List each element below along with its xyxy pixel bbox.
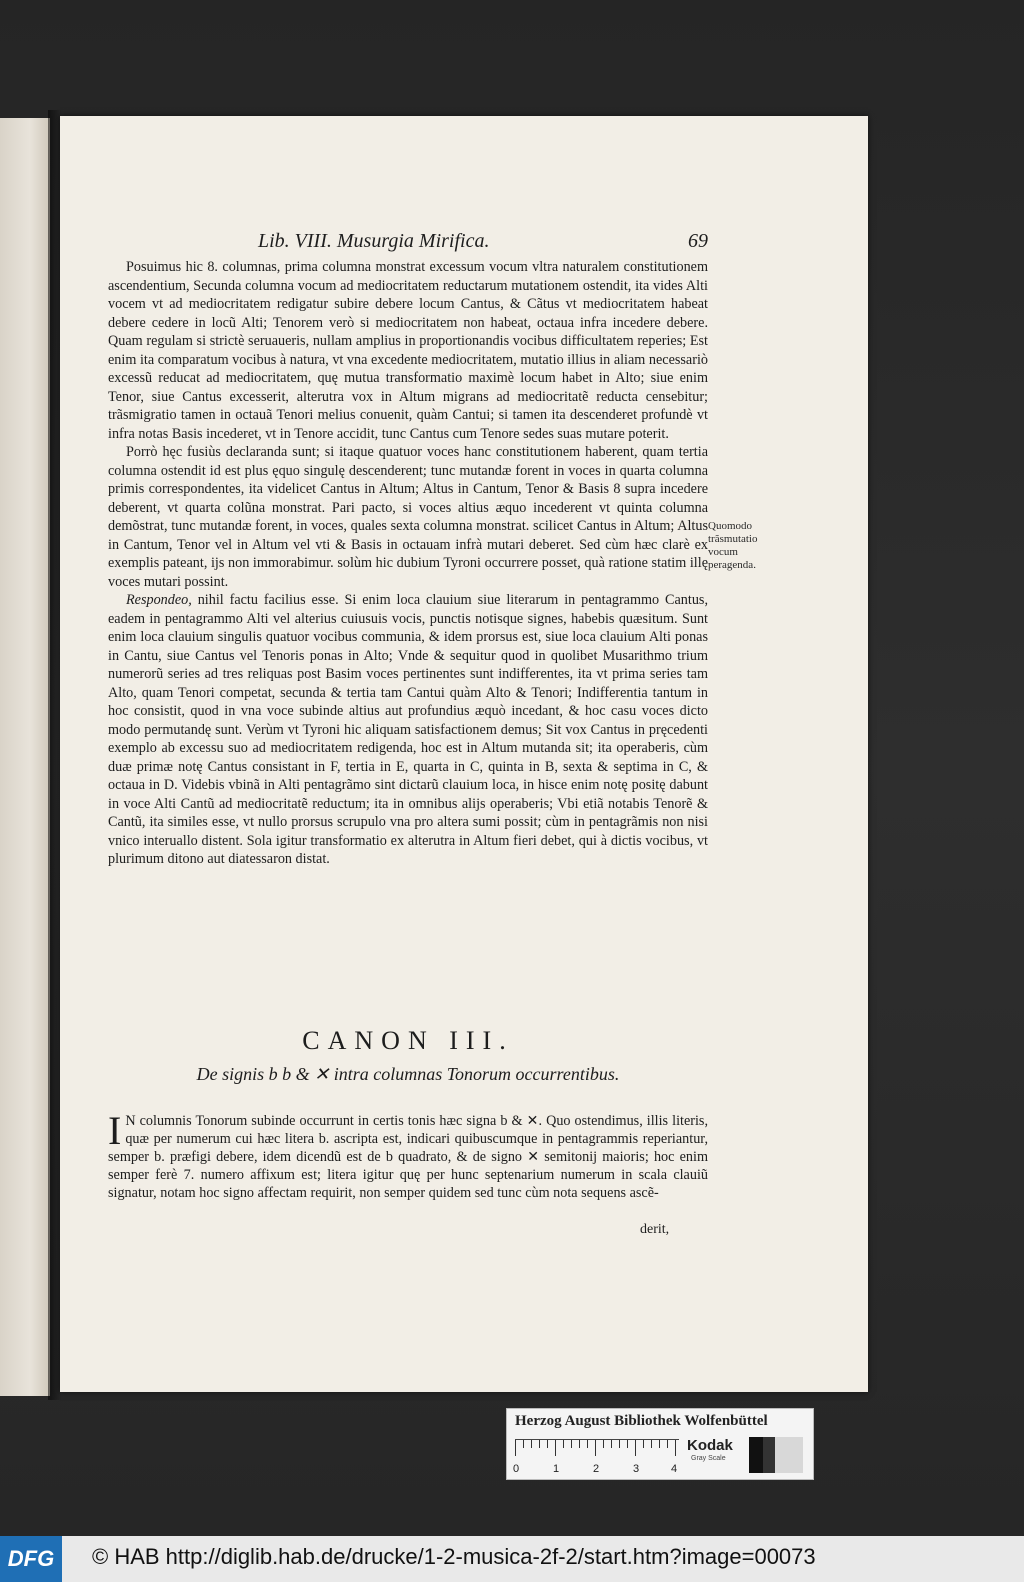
dark-gray-swatch bbox=[763, 1437, 775, 1473]
ruler-labels bbox=[511, 1463, 681, 1477]
canon-subtitle: De signis b b & ✕ intra columnas Tonorum occurrentibus. bbox=[196, 1064, 620, 1084]
paragraph-2: Porrò hęc fusiùs declaranda sunt; si itaque quatuor voces hanc constitutionem haberent, quam tertia columna ostendit id est plus ęquo singulę descenderent; tunc mutandæ forent in voces in quarta columna primis correspondentes, ita videlicet Cantus in Altum; Altus in Cantum, Tenor & Basis 8 supra incedere deberent, vt quarta colũna monstrat. Pari pacto, si voces altius æquo incederent vt quinta columna demõstrat, tunc mutandæ forent, in voces, quales sexta columna monstrat. scilicet Cantus in Altum; Altus in Cantum, Tenor vel in Altum vel vti & Basis in octauam infrà mutari deberet. Sed cùm hæc clarè ex exemplis pateant, ijs non immorabimur. solùm hic dubium Tyroni occurrere posset, quà ratione statim illę voces mutari possint. bbox=[108, 444, 708, 590]
main-text bbox=[108, 258, 708, 869]
ruler-label: 3 bbox=[633, 1463, 640, 1475]
catchword: derit, bbox=[640, 1222, 670, 1237]
gray-scale-label: Gray Scale bbox=[691, 1455, 726, 1462]
running-head-title: Lib. VIII. Musurgia Mirifica. bbox=[258, 230, 490, 252]
canon-heading: CANON III. bbox=[302, 1026, 514, 1055]
canon-paragraph: N columnis Tonorum subinde occurrunt in certis tonis hæc signa b & ✕. Quo ostendimus, illis literis, quæ per numerum cui hæc litera b. ascripta est, indicari quibuscumque in pentagrammis reperiantur, semper b. præfigi debere, idem dicendũ est de b quadrato, & de signo ✕ semitonij maioris; hoc enim semper ferè 7. numero affixum est; litera igitur quę per hunc septenarium numerum in scala clauiũ signatur, notam hoc signo affectam requirit, non semper quidem sed tunc cùm nota sequens ascẽ- bbox=[108, 1113, 708, 1201]
color-scale-card bbox=[506, 1408, 814, 1480]
canon-text bbox=[108, 1108, 708, 1202]
page-number: 69 bbox=[688, 230, 708, 252]
drop-capital: I bbox=[108, 1108, 122, 1153]
ruler-label: 4 bbox=[671, 1463, 678, 1475]
kodak-logo: Kodak bbox=[687, 1437, 733, 1454]
ruler-label: 1 bbox=[553, 1463, 560, 1475]
dfg-logo[interactable]: DFG bbox=[0, 1536, 62, 1582]
source-url[interactable]: © HAB http://diglib.hab.de/drucke/1-2-musica-2f-2/start.htm?image=00073 bbox=[92, 1544, 816, 1569]
light-gray-swatch bbox=[775, 1437, 803, 1473]
ruler bbox=[515, 1439, 679, 1462]
footer-bar bbox=[0, 1536, 1024, 1582]
library-name: Herzog August Bibliothek Wolfenbüttel bbox=[515, 1413, 768, 1429]
respondeo-lead: Respondeo, bbox=[126, 592, 192, 608]
left-page-edge bbox=[0, 118, 50, 1396]
running-head bbox=[258, 230, 708, 256]
black-swatch bbox=[749, 1437, 763, 1473]
paragraph-3: Respondeo, nihil factu facilius esse. Si enim loca clauium siue literarum in pentagrammo Cantus, eadem in pentagrammo Alti vel alterius cuiusuis vocis, punctis notisque signes, habebis quæsitum. Sunt enim loca clauium singulis quatuor vocibus communia, & idem prorsus est, siue loca clauium Alti ponas in Cantu, siue Cantus vel Tenoris ponas in Alto; Vnde & sequitur quod in quolibet Musarithmo trium numerorũ series ad tres reliquas post Basim voces pertinentes sunt indifferentes, ita vt prima series tam Alto, quam Tenori competat, secunda & tertia tam Cantui quàm Alto & Tenori; Indifferentia tantum in hoc consistit, quod in vna voce subinde altius aut profundius æquò incedant, & hoc casu voces dicto modo permutandę sunt. Verùm vt Tyroni hic aliquam satisfactionem demus; Sit vox Cantus in pręcedenti exemplo ab excessu suo ad mediocritatem redigenda, hoc est in Altum mutanda sit; ita operaberis, cùm duæ primæ notę Cantus consistant in F, tertia in E, quarta in C, quinta in B, sexta & septima in C, & octaua in D. Videbis vbinã in Alti pentagrãmo sint dictarũ clauium loca, in hisce enim notę positę dabunt in voce Alti Cantũ ad mediocritatẽ reductum; ita in omnibus alijs operaberis; Vbi etiã notabis Tenorẽ & Cantũ, ita similes esse, vt nullo prorsus scrupulo vna pro altera sumi possit; cùm in pentagrãmis non nisi vnico interuallo distent. Sola igitur transformatio ex alterutra in Altum fieri debet, qui à dictis vocibus, vt plurimum ditono aut diatessaron distat. bbox=[108, 592, 708, 867]
marginal-note: Quomodo trãsmutatio vocum peragenda. bbox=[708, 520, 758, 571]
paragraph-1: Posuimus hic 8. columnas, prima columna monstrat excessum vocum vltra naturalem constitutionem ascendentium, Secunda columna vocum ad mediocritatem reductarum mutationem ostendit, ita vides Alti vocem vt ad mediocritatem redigatur subire debere locum Cantus, & Cãtus vt mediocritatem habeat debere cedere in locũ Alti; Tenorem verò si mediocritatem non habeat, octaua infra incedere debere. Quam regulam si strictè seruaueris, nullam amplius in proportionandis vocibus difficultatem reperies; Est enim ita comparatum vocibus à natura, vt vna excedente mediocritatem, mutatio illius in aliam necessariò excessũ reducat ad mediocritatem, quę mutua transformatio maximè locum habet in Alto; siue enim Tenor, siue Cantus excesserit, alterutra vox in Altum migrans ad mediocritatẽ reducta censebitur; trãsmigratio tamen in octauã Tenori melius conuenit, quàm Cantui; si tamen ita descenderet profundè vt infra notas Basis incederet, vt in Tenore accidit, tunc Cantus cum Tenore sedes suas mutare poterit. bbox=[108, 259, 708, 442]
ruler-label: 2 bbox=[593, 1463, 600, 1475]
ruler-label: 0 bbox=[513, 1463, 520, 1475]
